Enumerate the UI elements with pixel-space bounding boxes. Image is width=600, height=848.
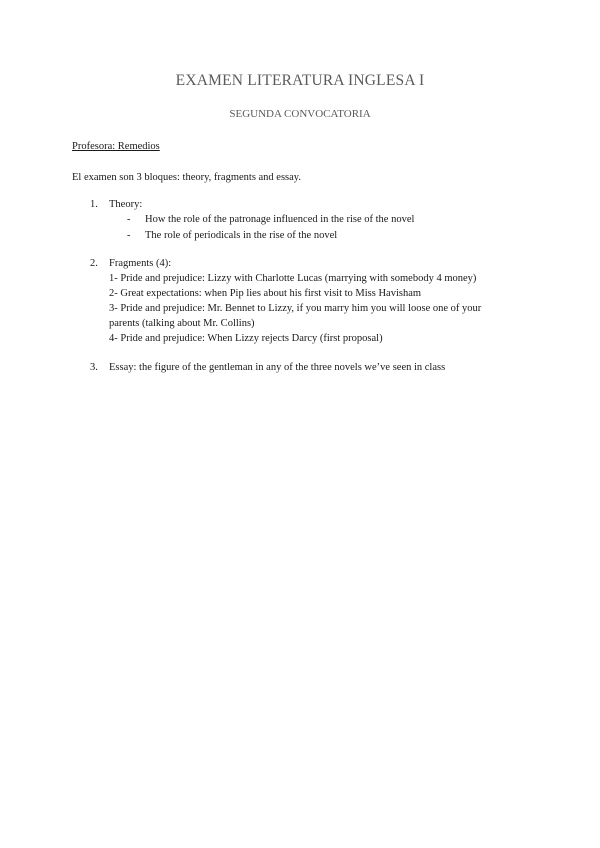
- section-heading: Fragments (4):: [109, 258, 172, 269]
- teacher-line: Profesora: Remedios: [72, 141, 160, 152]
- list-item: The role of periodicals in the rise of the novel: [145, 230, 338, 241]
- fragment-line: 3- Pride and prejudice: Mr. Bennet to Lizzy, if you marry him you will loose one of your: [109, 303, 482, 314]
- bullet-dash: -: [127, 214, 131, 225]
- fragment-line: parents (talking about Mr. Collins): [109, 318, 255, 329]
- page-subtitle: SEGUNDA CONVOCATORIA: [229, 108, 371, 120]
- fragment-line: 2- Great expectations: when Pip lies about his first visit to Miss Havisham: [109, 288, 422, 299]
- section-heading: Theory:: [109, 199, 143, 210]
- list-number: 1.: [90, 199, 98, 210]
- list-number: 2.: [90, 258, 98, 269]
- fragment-line: 1- Pride and prejudice: Lizzy with Charlotte Lucas (marrying with somebody 4 money): [109, 273, 477, 284]
- list-item: How the role of the patronage influenced in the rise of the novel: [145, 214, 415, 225]
- intro-paragraph: El examen son 3 bloques: theory, fragments and essay.: [72, 172, 301, 183]
- list-number: 3.: [90, 362, 98, 373]
- section-heading: Essay: the figure of the gentleman in any of the three novels we’ve seen in class: [109, 362, 446, 373]
- fragment-line: 4- Pride and prejudice: When Lizzy rejects Darcy (first proposal): [109, 333, 383, 344]
- page-title: EXAMEN LITERATURA INGLESA I: [175, 72, 425, 89]
- bullet-dash: -: [127, 230, 131, 241]
